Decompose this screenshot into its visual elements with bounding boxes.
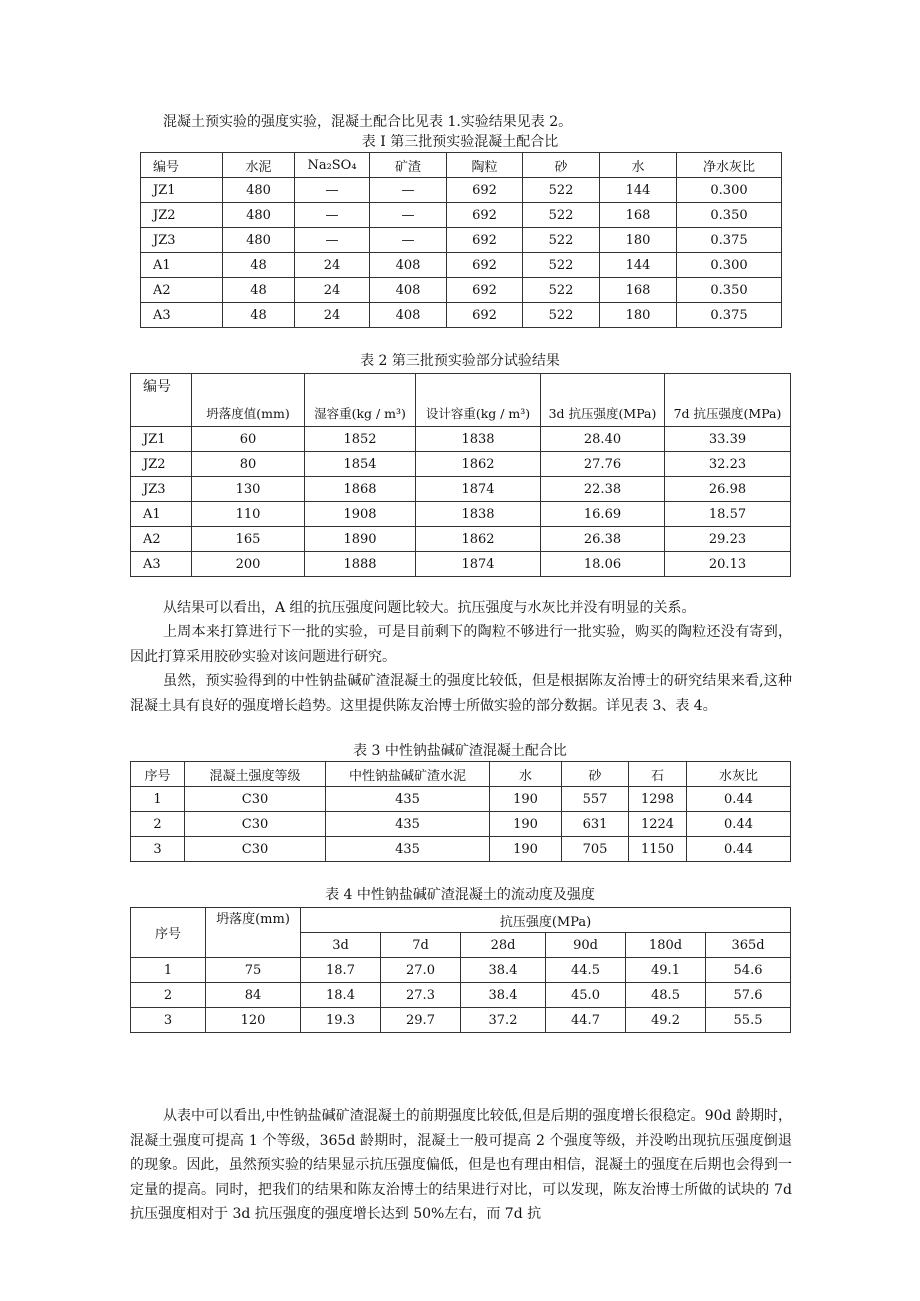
table-cell: 37.2 (461, 1008, 546, 1033)
table-cell: 27.3 (381, 983, 461, 1008)
table1-caption: 表 I 第三批预实验混凝土配合比 (361, 134, 559, 150)
table4-slump-and-strength (130, 907, 791, 1033)
table3-caption: 表 3 中性钠盐碱矿渣混凝土配合比 (353, 743, 567, 759)
column-header: 水 (490, 762, 562, 787)
table-cell: A2 (131, 527, 192, 552)
table-row (141, 278, 782, 303)
table-cell: 144 (600, 178, 677, 203)
column-header-age: 365d (706, 933, 791, 958)
table-row (131, 837, 791, 862)
table-cell: 110 (192, 502, 305, 527)
table-cell: 84 (206, 983, 301, 1008)
table-cell: 24 (295, 253, 370, 278)
column-header-strength: 抗压强度(MPa) (301, 908, 791, 933)
column-header-age: 3d (301, 933, 381, 958)
table-cell: 0.350 (677, 203, 782, 228)
table-cell: 0.375 (677, 303, 782, 328)
table2-caption: 表 2 第三批预实验部分试验结果 (360, 353, 560, 369)
table-row (141, 203, 782, 228)
table-cell: 26.98 (665, 477, 791, 502)
table-cell: 705 (562, 837, 629, 862)
table-cell: 16.69 (541, 502, 665, 527)
table-cell: JZ1 (131, 427, 192, 452)
column-header: 矿渣 (370, 153, 447, 178)
table-row (131, 452, 791, 477)
table-cell: 522 (523, 203, 600, 228)
table-cell: A1 (131, 502, 192, 527)
table-cell: 435 (326, 787, 490, 812)
table-cell: 1852 (305, 427, 416, 452)
table-cell: 480 (223, 228, 295, 253)
table-cell: 44.5 (546, 958, 626, 983)
table-cell: 190 (490, 812, 562, 837)
table-row (131, 477, 791, 502)
paragraph-2: 上周本来打算进行下一批的实验，可是目前剩下的陶粒不够进行一批实验，购买的陶粒还没有寄到，因此打算采用胶砂实验对该问题进行研究。 (130, 624, 792, 665)
column-header-age: 28d (461, 933, 546, 958)
table-cell: 2 (131, 983, 206, 1008)
table-cell: 45.0 (546, 983, 626, 1008)
table-row (131, 427, 791, 452)
table-cell: 435 (326, 837, 490, 862)
table-cell: 408 (370, 303, 447, 328)
table-cell: 631 (562, 812, 629, 837)
table-cell: 1874 (416, 552, 541, 577)
table-cell: 57.6 (706, 983, 791, 1008)
table-cell: 408 (370, 253, 447, 278)
table-cell: 1 (131, 787, 185, 812)
table-row (131, 958, 791, 983)
column-header: 水泥 (223, 153, 295, 178)
column-header-no: 序号 (131, 908, 206, 958)
table-row (131, 1008, 791, 1033)
table-cell: 522 (523, 178, 600, 203)
table-cell: JZ2 (131, 452, 192, 477)
table-cell: 38.4 (461, 983, 546, 1008)
table-cell: 48 (223, 303, 295, 328)
table-cell: 28.40 (541, 427, 665, 452)
table-cell: JZ1 (141, 178, 223, 203)
table-cell: 44.7 (546, 1008, 626, 1033)
table-cell: 38.4 (461, 958, 546, 983)
column-header: 序号 (131, 762, 185, 787)
header-row (131, 908, 791, 933)
table-cell: 3 (131, 1008, 206, 1033)
table-cell: 692 (447, 203, 523, 228)
table-cell: 3 (131, 837, 185, 862)
table-cell: 48.5 (626, 983, 706, 1008)
table-cell: 49.2 (626, 1008, 706, 1033)
table-cell: 408 (370, 278, 447, 303)
column-header-age: 180d (626, 933, 706, 958)
table-cell: 22.38 (541, 477, 665, 502)
column-header: 水灰比 (687, 762, 791, 787)
table-cell: 180 (600, 228, 677, 253)
column-header: 砂 (523, 153, 600, 178)
table-cell: JZ2 (141, 203, 223, 228)
table-cell: 54.6 (706, 958, 791, 983)
table-cell: 75 (206, 958, 301, 983)
table-cell: 692 (447, 278, 523, 303)
column-header: 编号 (131, 374, 192, 427)
table-cell: 24 (295, 278, 370, 303)
table-row (131, 527, 791, 552)
table-cell: 1888 (305, 552, 416, 577)
table-cell: A2 (141, 278, 223, 303)
column-header: 石 (629, 762, 687, 787)
table-cell: 19.3 (301, 1008, 381, 1033)
table-cell: 1838 (416, 502, 541, 527)
table-cell: C30 (185, 812, 326, 837)
column-header: 设计容重(kg / m³) (416, 374, 541, 427)
table-cell: 0.44 (687, 837, 791, 862)
column-header-slump: 坍落度(mm) (206, 908, 301, 958)
table-cell: 522 (523, 228, 600, 253)
table-cell: 1862 (416, 527, 541, 552)
table-cell: 692 (447, 303, 523, 328)
table-cell: 55.5 (706, 1008, 791, 1033)
table-cell: 120 (206, 1008, 301, 1033)
table-cell: JZ3 (131, 477, 192, 502)
table-cell: 190 (490, 837, 562, 862)
paragraph-4: 从表中可以看出,中性钠盐碱矿渣混凝土的前期强度比较低,但是后期的强度增长很稳定。90d 龄期时，混凝土强度可提高 1 个等级，365d 龄期时，混凝土一般可提高 2 个强度等级，并没哟出现抗压强度倒退的现象。因此，虽然预实验的结果显示抗压强度偏低，但是也有理由相信，混凝土的强度在后期也会得到一定量的提高。同时，把我们的结果和陈友治博士的结果进行对比，可以发现，陈友治博士所做的试块的 7d 抗压强度相对于 3d 抗压强度的强度增长达到 50%左右，而 7d 抗 (130, 1108, 792, 1222)
intro-paragraph: 混凝土预实验的强度实验，混凝土配合比见表 1.实验结果见表 2。 (163, 114, 573, 130)
table-cell: 1890 (305, 527, 416, 552)
table-cell: 1 (131, 958, 206, 983)
table-cell: 48 (223, 253, 295, 278)
table-cell: 165 (192, 527, 305, 552)
table-cell: 49.1 (626, 958, 706, 983)
table-cell: 18.4 (301, 983, 381, 1008)
table1-mix-proportion (140, 152, 782, 328)
table-row (131, 812, 791, 837)
table-cell: — (370, 178, 447, 203)
table-cell: 480 (223, 203, 295, 228)
table-cell: 32.23 (665, 452, 791, 477)
table-cell: 33.39 (665, 427, 791, 452)
table-cell: 522 (523, 253, 600, 278)
column-header: 砂 (562, 762, 629, 787)
table-cell: 80 (192, 452, 305, 477)
table-cell: 168 (600, 203, 677, 228)
table-cell: 60 (192, 427, 305, 452)
column-header: 混凝土强度等级 (185, 762, 326, 787)
table-cell: 1838 (416, 427, 541, 452)
table-row (131, 502, 791, 527)
table-cell: A3 (141, 303, 223, 328)
table-cell: 0.300 (677, 178, 782, 203)
table-cell: 435 (326, 812, 490, 837)
table-row (131, 552, 791, 577)
table-cell: 0.44 (687, 812, 791, 837)
column-header: 坍落度值(mm) (192, 374, 305, 427)
table-row (141, 253, 782, 278)
table-cell: — (295, 178, 370, 203)
column-header: 编号 (141, 153, 223, 178)
table-cell: C30 (185, 837, 326, 862)
table-cell: A1 (141, 253, 223, 278)
column-header: Na₂SO₄ (295, 153, 370, 178)
table-cell: 0.375 (677, 228, 782, 253)
table-cell: — (295, 203, 370, 228)
table-row (141, 303, 782, 328)
table-cell: 522 (523, 278, 600, 303)
table-cell: 1908 (305, 502, 416, 527)
header-row (131, 762, 791, 787)
header-row (141, 153, 782, 178)
table-cell: 1874 (416, 477, 541, 502)
table-cell: — (295, 228, 370, 253)
table3-slag-mix-proportion (130, 761, 791, 862)
column-header: 陶粒 (447, 153, 523, 178)
table-cell: 168 (600, 278, 677, 303)
table-cell: 20.13 (665, 552, 791, 577)
table-row (131, 983, 791, 1008)
table-cell: 522 (523, 303, 600, 328)
table-cell: JZ3 (141, 228, 223, 253)
table4-caption: 表 4 中性钠盐碱矿渣混凝土的流动度及强度 (325, 887, 595, 903)
column-header: 湿容重(kg / m³) (305, 374, 416, 427)
table-cell: — (370, 228, 447, 253)
table-cell: 2 (131, 812, 185, 837)
table-cell: 180 (600, 303, 677, 328)
table-cell: 0.44 (687, 787, 791, 812)
column-header: 7d 抗压强度(MPa) (665, 374, 791, 427)
paragraph-3: 虽然，预实验得到的中性钠盐碱矿渣混凝土的强度比较低，但是根据陈友治博士的研究结果来看,这种混凝土具有良好的强度增长趋势。这里提供陈友治博士所做实验的部分数据。详见表 3、表 4。 (130, 673, 792, 714)
column-header: 3d 抗压强度(MPa) (541, 374, 665, 427)
table-cell: 18.7 (301, 958, 381, 983)
table-row (131, 787, 791, 812)
table-cell: 1862 (416, 452, 541, 477)
table-cell: 144 (600, 253, 677, 278)
header-row (131, 374, 791, 427)
column-header: 水 (600, 153, 677, 178)
table-cell: 692 (447, 253, 523, 278)
table-cell: 24 (295, 303, 370, 328)
table-cell: 1868 (305, 477, 416, 502)
table-cell: 1150 (629, 837, 687, 862)
table2-test-results (130, 373, 791, 577)
column-header-age: 90d (546, 933, 626, 958)
table-cell: 190 (490, 787, 562, 812)
column-header: 净水灰比 (677, 153, 782, 178)
column-header-age: 7d (381, 933, 461, 958)
column-header: 中性钠盐碱矿渣水泥 (326, 762, 490, 787)
table-cell: C30 (185, 787, 326, 812)
paragraph-1: 从结果可以看出，A 组的抗压强度问题比较大。抗压强度与水灰比并没有明显的关系。 (163, 600, 696, 616)
table-cell: 480 (223, 178, 295, 203)
table-cell: 27.0 (381, 958, 461, 983)
table-cell: 29.23 (665, 527, 791, 552)
table-cell: 1854 (305, 452, 416, 477)
table-cell: 130 (192, 477, 305, 502)
table-cell: — (370, 203, 447, 228)
table-cell: 27.76 (541, 452, 665, 477)
table-cell: 692 (447, 178, 523, 203)
table-cell: 692 (447, 228, 523, 253)
table-cell: 1224 (629, 812, 687, 837)
table-cell: 200 (192, 552, 305, 577)
table-cell: 557 (562, 787, 629, 812)
table-row (141, 178, 782, 203)
table-cell: A3 (131, 552, 192, 577)
table-cell: 18.57 (665, 502, 791, 527)
table-cell: 0.300 (677, 253, 782, 278)
table-cell: 48 (223, 278, 295, 303)
table-cell: 29.7 (381, 1008, 461, 1033)
table-cell: 18.06 (541, 552, 665, 577)
table-cell: 0.350 (677, 278, 782, 303)
table-cell: 1298 (629, 787, 687, 812)
table-cell: 26.38 (541, 527, 665, 552)
table-row (141, 228, 782, 253)
